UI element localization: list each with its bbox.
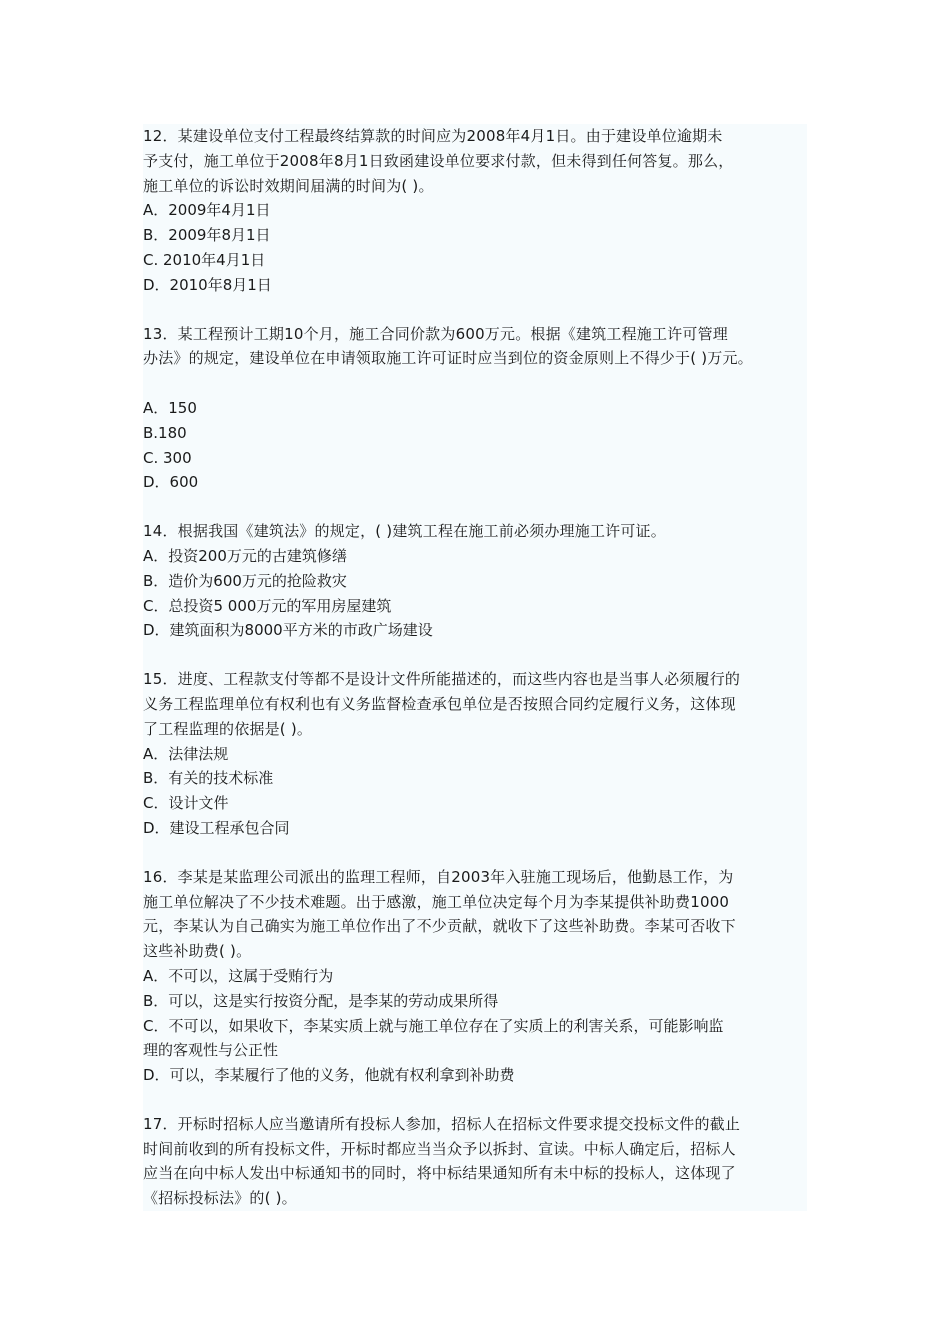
question-spacer [143,841,807,865]
stem-line: 办法》的规定，建设单位在申请领取施工许可证时应当到位的资金原则上不得少于( )万元。 [143,349,753,368]
answer-options [143,544,807,643]
option-c: C．设计文件 [143,794,229,813]
question-spacer [143,1088,807,1112]
option-d: D．可以，李某履行了他的义务，他就有权利拿到补助费 [143,1066,515,1085]
answer-options [143,198,807,297]
stem-line: 15．进度、工程款支付等都不是设计文件所能描述的，而这些内容也是当事人必须履行的 [143,670,741,689]
option-b: B．可以，这是实行按资分配，是李某的劳动成果所得 [143,991,499,1010]
stem-line: 《招标投标法》的( )。 [143,1189,297,1208]
question-12 [143,124,807,298]
option-c-continued: 理的客观性与公正性 [143,1041,279,1060]
exam-content [143,124,807,1211]
option-a: A．不可以，这属于受贿行为 [143,966,334,985]
question-17 [143,1112,807,1211]
question-stem [143,667,807,741]
question-stem [143,519,807,544]
answer-options [143,396,807,495]
answer-options [143,964,807,1088]
option-b: B．造价为600万元的抢险救灾 [143,571,347,590]
stem-line-blank [143,371,807,396]
stem-line: 13．某工程预计工期10个月，施工合同价款为600万元。根据《建筑工程施工许可管理 [143,324,729,343]
option-a: A．150 [143,398,197,417]
stem-line: 14．根据我国《建筑法》的规定，( )建筑工程在施工前必须办理施工许可证。 [143,522,666,541]
stem-line: 施工单位解决了不少技术难题。出于感激，施工单位决定每个月为李某提供补助费1000 [143,892,730,911]
option-d: D．建设工程承包合同 [143,818,290,837]
question-14 [143,519,807,643]
option-a: A．法律法规 [143,744,229,763]
question-stem [143,865,807,964]
stem-line: 予支付，施工单位于2008年8月1日致函建设单位要求付款，但未得到任何答复。那么， [143,151,734,170]
option-a: A．投资200万元的古建筑修缮 [143,546,347,565]
stem-line: 时间前收到的所有投标文件，开标时都应当当众予以拆封、宣读。中标人确定后，招标人 [143,1139,736,1158]
option-d: D．建筑面积为8000平方米的市政广场建设 [143,621,433,640]
question-stem [143,322,807,396]
option-b: B.180 [143,423,187,442]
option-c: C. 300 [143,448,192,467]
question-stem [143,124,807,198]
stem-line: 应当在向中标人发出中标通知书的同时，将中标结果通知所有未中标的投标人，这体现了 [143,1164,736,1183]
question-spacer [143,495,807,519]
option-d: D．600 [143,473,199,492]
question-16 [143,865,807,1088]
option-b: B．有关的技术标准 [143,769,274,788]
answer-options [143,742,807,841]
stem-line: 了工程监理的依据是( )。 [143,719,313,738]
stem-line: 施工单位的诉讼时效期间届满的时间为( )。 [143,176,434,195]
question-stem [143,1112,807,1211]
option-a: A．2009年4月1日 [143,201,271,220]
stem-line: 义务工程监理单位有权利也有义务监督检查承包单位是否按照合同约定履行义务，这体现 [143,694,736,713]
option-d: D．2010年8月1日 [143,275,272,294]
question-spacer [143,298,807,322]
option-c: C．不可以，如果收下，李某实质上就与施工单位存在了实质上的利害关系，可能影响监 [143,1016,724,1035]
question-13 [143,322,807,496]
stem-line: 12．某建设单位支付工程最终结算款的时间应为2008年4月1日。由于建设单位逾期未 [143,127,723,145]
stem-line: 这些补助费( )。 [143,942,252,961]
stem-line: 17．开标时招标人应当邀请所有投标人参加，招标人在招标文件要求提交投标文件的截止 [143,1114,741,1133]
stem-line: 16．李某是某监理公司派出的监理工程师，自2003年入驻施工现场后，他勤恳工作，为 [143,867,734,886]
option-c: C. 2010年4月1日 [143,250,266,269]
question-spacer [143,643,807,667]
option-b: B．2009年8月1日 [143,226,271,245]
question-15 [143,667,807,841]
stem-line: 元，李某认为自己确实为施工单位作出了不少贡献，就收下了这些补助费。李某可否收下 [143,917,736,936]
option-c: C．总投资5 000万元的军用房屋建筑 [143,596,392,615]
